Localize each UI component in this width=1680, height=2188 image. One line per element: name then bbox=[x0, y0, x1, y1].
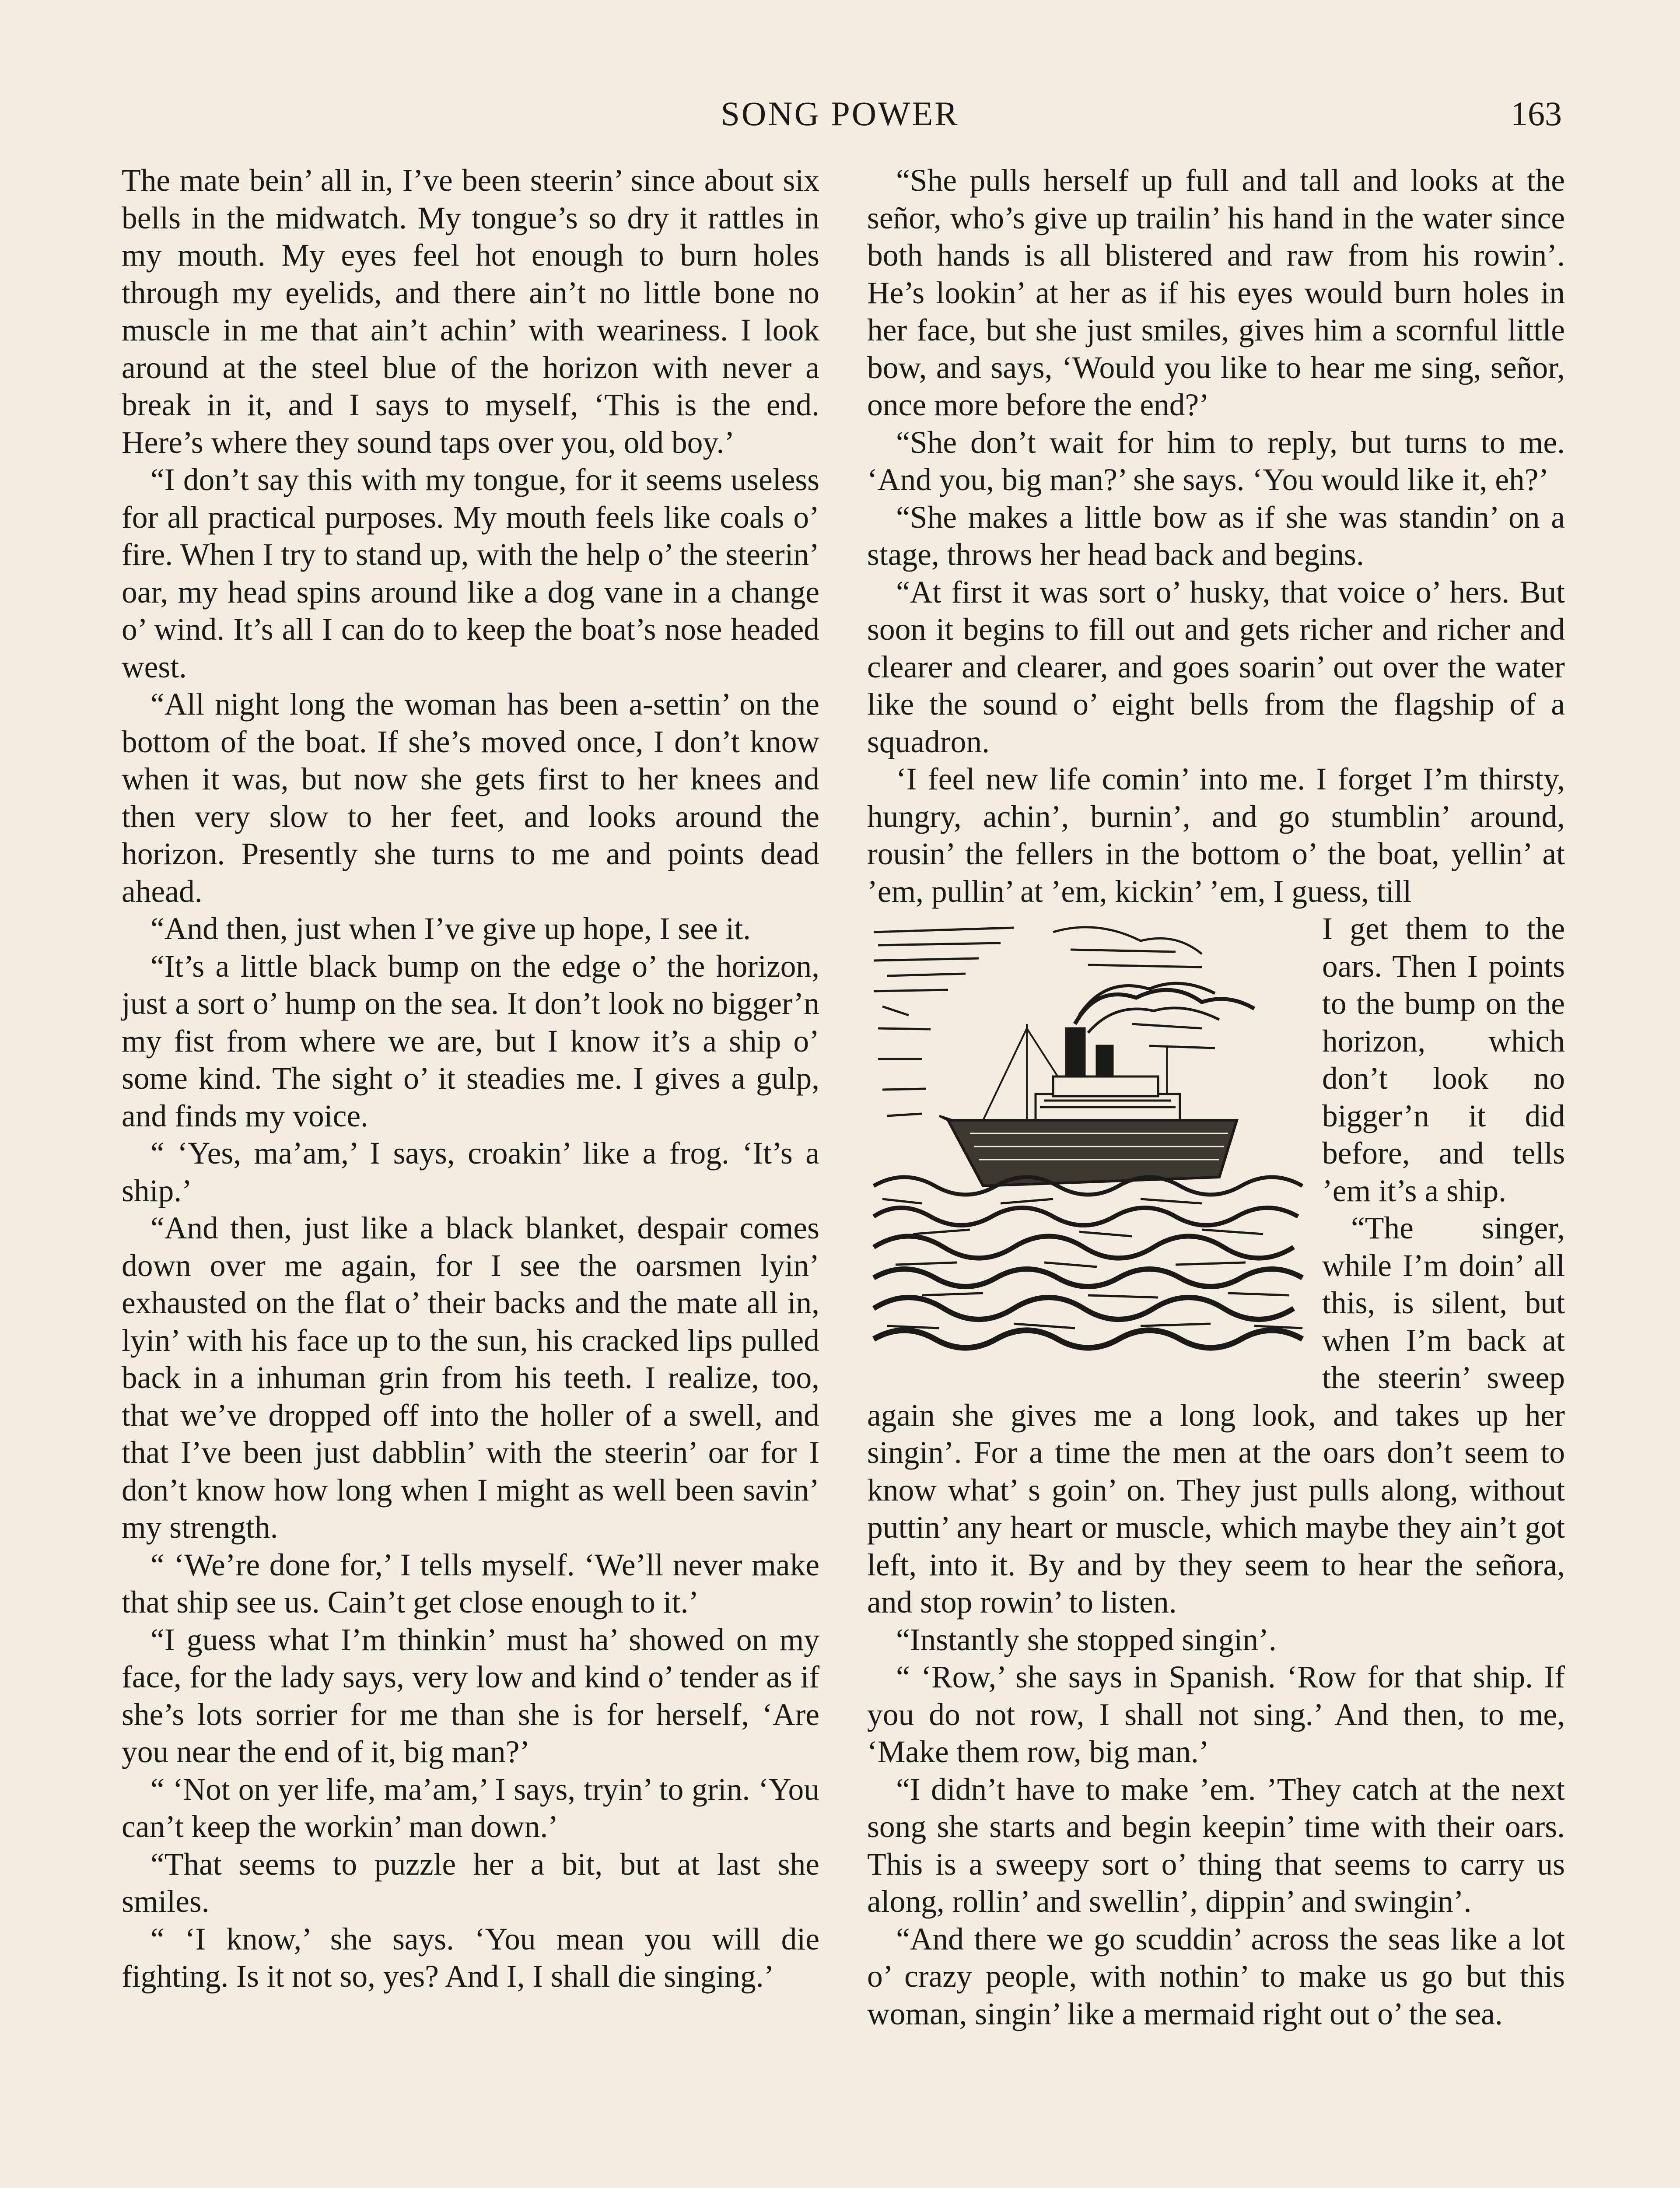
paragraph: “That seems to puzzle her a bit, but at last she smiles. bbox=[122, 1847, 819, 1919]
paragraph: “It’s a little black bump on the edge o’ the horizon, just a sort o’ hump on the sea. It don’t look no bigger’n my fist from where we are, but I know it’s a ship o’ some kind. The sight o’ it steadies me. I gives a gulp, and finds my voice. bbox=[122, 949, 819, 1133]
page-number: 163 bbox=[1511, 95, 1562, 133]
paragraph: “ ‘I know,’ she says. ‘You mean you will die fighting. Is it not so, yes? And I, I shall die singing.’ bbox=[122, 1922, 819, 1994]
paragraph: “And then, just when I’ve give up hope, I see it. bbox=[150, 912, 751, 946]
paragraph: “Instantly she stopped singin’. bbox=[896, 1622, 1277, 1657]
paragraph: “She pulls herself up full and tall and looks at the señor, who’s give up trailin’ his hand in the water since both hands is all blistered and raw from his rowin’. He’s lookin’ at her as if his eyes would burn holes in her face, but she just smiles, gives him a scornful little bow, and says, ‘Would you like to hear me sing, señor, once more before the end?’ bbox=[867, 163, 1565, 422]
steamship-drawing bbox=[867, 915, 1309, 1370]
left-column bbox=[122, 162, 819, 1995]
paragraph: “I didn’t have to make ’em. ’They catch at the next song she starts and begin keepin’ time with their oars. This is a sweepy sort o’ thing that seems to carry us along, rollin’ and swellin’, dippin’ and swingin’. bbox=[867, 1772, 1565, 1919]
paragraph: “ ‘Row,’ she says in Spanish. ‘Row for that ship. If you do not row, I shall not sing.’ And then, to me, ‘Make them row, big man.’ bbox=[867, 1660, 1565, 1769]
paragraph: “I don’t say this with my tongue, for it seems useless for all practical purposes. My mouth feels like coals o’ fire. When I try to stand up, with the help o’ the steerin’ oar, my head spins around like a dog vane in a change o’ wind. It’s all I can do to keep the boat’s nose headed west. bbox=[122, 463, 819, 684]
right-column bbox=[867, 162, 1565, 2033]
paragraph: “At first it was sort o’ husky, that voice o’ hers. But soon it begins to fill out and gets richer and richer and clearer and clearer, and goes soarin’ out over the water like the sound o’ eight bells from the flagship of a squadron. bbox=[867, 575, 1565, 759]
paragraph: The mate bein’ all in, I’ve been steerin’ since about six bells in the midwatch. My tongue’s so dry it rattles in my mouth. My eyes feel hot enough to burn holes through my eyelids, and there ain’t no little bone no muscle in me that ain’t achin’ with weariness. I look around at the steel blue of the horizon with never a break in it, and I says to myself, ‘This is the end. Here’s where they sound taps over you, old boy.’ bbox=[122, 163, 819, 460]
paragraph: “She makes a little bow as if she was standin’ on a stage, throws her head back and begins. bbox=[867, 500, 1565, 572]
paragraph: “ ‘Not on yer life, ma’am,’ I says, tryin’ to grin. ‘You can’t keep the workin’ man down.’ bbox=[122, 1772, 819, 1844]
paragraph: “And there we go scuddin’ across the seas like a lot o’ crazy people, with nothin’ to make us go but this woman, singin’ like a mermaid right out o’ the sea. bbox=[867, 1922, 1565, 2031]
paragraph: I get them to the oars. Then I points to the bump on the horizon, which don’t look no bigger’n it did before, and tells ’em it’s a ship. bbox=[1322, 912, 1565, 1208]
paragraph: “And then, just like a black blanket, despair comes down over me again, for I see the oarsmen lyin’ exhausted on the flat o’ their backs and the mate all in, lyin’ with his face up to the sun, his cracked lips pulled back in a inhuman grin from his teeth. I realize, too, that we’ve dropped off into the holler of a swell, and that I’ve been just dabblin’ with the steerin’ oar for I don’t know how long when I might as well been savin’ my strength. bbox=[122, 1211, 819, 1545]
ship-illustration bbox=[867, 915, 1309, 1370]
paragraph: “All night long the woman has been a-settin’ on the bottom of the boat. If she’s moved once, I don’t know when it was, but now she gets first to her knees and then very slow to her feet, and looks around the horizon. Presently she turns to me and points dead ahead. bbox=[122, 687, 819, 909]
paragraph: “ ‘Yes, ma’am,’ I says, croakin’ like a frog. ‘It’s a ship.’ bbox=[122, 1136, 819, 1208]
paragraph: “ ‘We’re done for,’ I tells myself. ‘We’ll never make that ship see us. Cain’t get close enough to it.’ bbox=[122, 1547, 819, 1620]
paragraph: “I guess what I’m thinkin’ must ha’ showed on my face, for the lady says, very low and kind o’ tender as if she’s lots sorrier for me than she is for herself, ‘Are you near the end of it, big man?’ bbox=[122, 1622, 819, 1769]
paragraph: “The singer, while I’m doin’ all this, is silent, but when I’m back at the steerin’ sweep again she gives me a long look, and takes up her singin’. For a time the men at the oars don’t seem to know what’ s goin’ on. They just pulls along, without puttin’ any heart or muscle, which maybe they ain’t got left, into it. By and by they seem to hear the señora, and stop rowin’ to listen. bbox=[867, 1211, 1565, 1620]
paragraph: “She don’t wait for him to reply, but turns to me. ‘And you, big man?’ she says. ‘You would like it, eh?’ bbox=[867, 425, 1565, 497]
paragraph: ‘I feel new life comin’ into me. I forget I’m thirsty, hungry, achin’, burnin’, and go stumblin’ around, rousin’ the fellers in the bottom o’ the boat, yellin’ at ’em, pullin’ at ’em, kickin’ ’em, I guess, till bbox=[867, 762, 1565, 909]
running-title: SONG POWER bbox=[721, 95, 959, 133]
